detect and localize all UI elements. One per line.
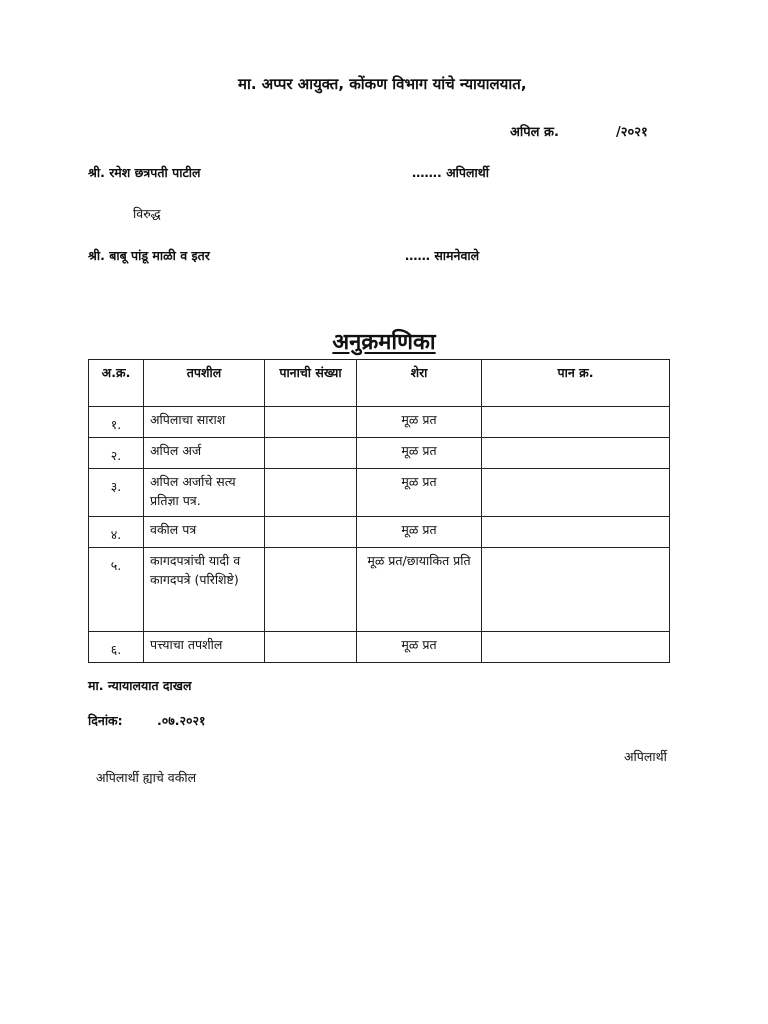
row-remark: मूळ प्रत	[357, 407, 482, 438]
row-detail: अपिल अर्ज	[144, 438, 265, 469]
row-serial: २.	[89, 438, 144, 469]
table-row	[89, 632, 670, 663]
row-remark: मूळ प्रत	[357, 517, 482, 548]
appeal-number-label: अपिल क्र.	[510, 125, 559, 140]
row-page-count	[265, 548, 357, 632]
court-heading: मा. अप्पर आयुक्त, कोंकण विभाग यांचे न्यायालयात,	[238, 75, 527, 93]
row-remark: मूळ प्रत	[357, 469, 482, 517]
row-remark: मूळ प्रत/छायाकित प्रति	[357, 548, 482, 632]
row-page-no	[482, 407, 670, 438]
row-page-count	[265, 632, 357, 663]
versus-label: विरुद्ध	[133, 206, 161, 221]
row-page-no	[482, 548, 670, 632]
index-table	[88, 359, 670, 663]
respondent-role: …… सामनेवाले	[405, 248, 480, 263]
row-page-count	[265, 438, 357, 469]
row-page-no	[482, 438, 670, 469]
date-label: दिनांक:	[88, 713, 123, 728]
appellant-signature: अपिलार्थी	[624, 749, 667, 764]
row-serial: ४.	[89, 517, 144, 548]
advocate-signature: अपिलार्थी ह्याचे वकील	[96, 770, 197, 785]
row-serial: ३.	[89, 469, 144, 517]
row-serial: १.	[89, 407, 144, 438]
row-detail: अपिल अर्जाचे सत्य प्रतिज्ञा पत्र.	[144, 469, 265, 517]
table-row	[89, 469, 670, 517]
row-detail: अपिलाचा साराश	[144, 407, 265, 438]
col-header-page-count: पानाची संख्या	[265, 360, 357, 407]
row-page-no	[482, 517, 670, 548]
col-header-serial: अ.क्र.	[89, 360, 144, 407]
row-remark: मूळ प्रत	[357, 632, 482, 663]
row-detail: पत्त्याचा तपशील	[144, 632, 265, 663]
table-header-row	[89, 360, 670, 407]
row-serial: ६.	[89, 632, 144, 663]
table-row	[89, 548, 670, 632]
appellant-role: ……. अपिलार्थी	[412, 165, 489, 180]
row-page-count	[265, 469, 357, 517]
table-row	[89, 517, 670, 548]
appeal-year: /२०२१	[616, 125, 648, 140]
date-value: .०७.२०२१	[157, 713, 206, 728]
table-row	[89, 438, 670, 469]
table-row	[89, 407, 670, 438]
appellant-name: श्री. रमेश छत्रपती पाटील	[88, 165, 201, 180]
index-title: अनुक्रमणिका	[332, 330, 436, 355]
col-header-detail: तपशील	[144, 360, 265, 407]
respondent-name: श्री. बाबू पांडू माळी व इतर	[88, 248, 210, 263]
filed-in-court: मा. न्यायालयात दाखल	[88, 678, 192, 693]
row-page-no	[482, 469, 670, 517]
row-serial: ५.	[89, 548, 144, 632]
col-header-page-no: पान क्र.	[482, 360, 670, 407]
row-page-count	[265, 517, 357, 548]
appeal-number-line	[510, 122, 648, 140]
row-remark: मूळ प्रत	[357, 438, 482, 469]
row-page-count	[265, 407, 357, 438]
row-detail: वकील पत्र	[144, 517, 265, 548]
row-page-no	[482, 632, 670, 663]
row-detail: कागदपत्रांची यादी व कागदपत्रे (परिशिष्टे)	[144, 548, 265, 632]
col-header-remark: शेरा	[357, 360, 482, 407]
